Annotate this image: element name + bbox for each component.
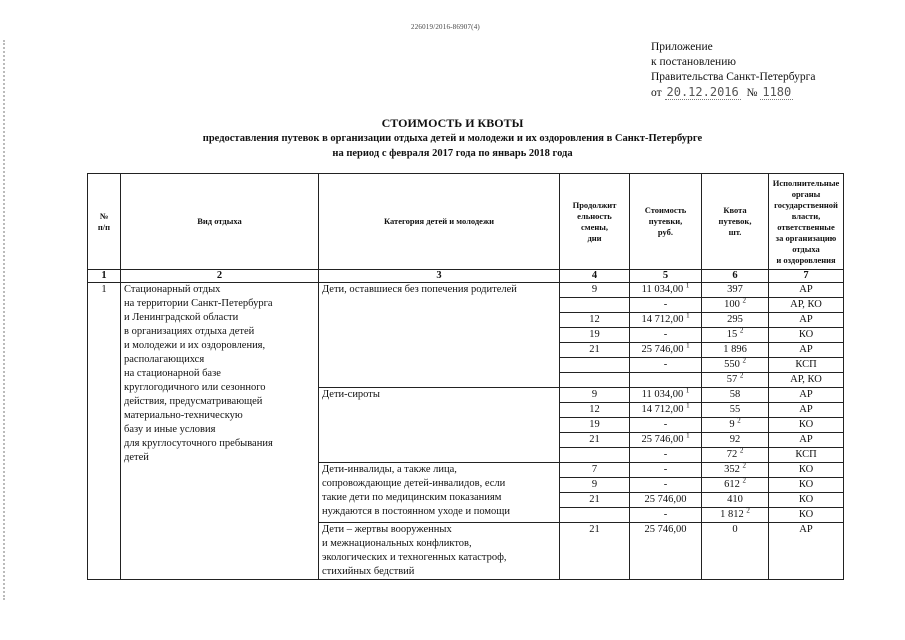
quota-cell bbox=[702, 313, 769, 328]
header-cost: Стоимость путевки, руб. bbox=[630, 174, 702, 270]
cost-value: 11 034,00 bbox=[641, 284, 684, 295]
body-cell: АР bbox=[769, 388, 844, 403]
quota-value: 15 bbox=[726, 329, 738, 340]
body-cell: КО bbox=[769, 328, 844, 343]
appendix-line-2: к постановлению bbox=[651, 56, 736, 68]
quota-value: 92 bbox=[729, 434, 741, 445]
col-number: 3 bbox=[319, 270, 560, 283]
cost-value: 25 746,00 bbox=[644, 494, 687, 505]
document-subtitle-1: предоставления путевок в организации отдыха детей и молодежи и их оздоровления в Санкт-Петербурге bbox=[202, 133, 703, 144]
quota-footnote: 2 bbox=[739, 326, 744, 335]
quota-cell bbox=[702, 418, 769, 433]
cost-cell bbox=[630, 463, 702, 478]
appendix-line-1: Приложение bbox=[651, 41, 713, 53]
quota-cell bbox=[702, 388, 769, 403]
body-cell: АР, КО bbox=[769, 298, 844, 313]
cost-cell bbox=[630, 493, 702, 508]
cost-value: - bbox=[663, 449, 668, 460]
cost-value: - bbox=[663, 299, 668, 310]
cost-value: 25 746,00 bbox=[641, 434, 684, 445]
quota-cell bbox=[702, 478, 769, 493]
body-cell: АР, КО bbox=[769, 373, 844, 388]
quota-value: 55 bbox=[729, 404, 741, 415]
cost-value: - bbox=[663, 419, 668, 430]
quota-cell bbox=[702, 298, 769, 313]
cost-value: - bbox=[663, 479, 668, 490]
quota-footnote: 2 bbox=[742, 356, 746, 365]
body-cell: КСП bbox=[769, 448, 844, 463]
cost-value: 25 746,00 bbox=[641, 344, 684, 355]
quota-cell bbox=[702, 463, 769, 478]
from-label: от bbox=[651, 87, 662, 99]
quota-footnote: 2 bbox=[742, 461, 746, 470]
body-cell: АР bbox=[769, 313, 844, 328]
quota-value: 352 bbox=[724, 464, 740, 475]
appendix-block bbox=[651, 40, 816, 101]
quota-value: 295 bbox=[727, 314, 743, 325]
duration-cell: 12 bbox=[560, 403, 630, 418]
cost-cell bbox=[630, 328, 702, 343]
row-number: 1 bbox=[88, 283, 121, 580]
cost-footnote: 1 bbox=[686, 311, 690, 320]
quota-value: 612 bbox=[724, 479, 740, 490]
table-row bbox=[88, 283, 844, 298]
quota-cell bbox=[702, 403, 769, 418]
body-cell: АР bbox=[769, 283, 844, 298]
body-cell: КО bbox=[769, 478, 844, 493]
cost-cell bbox=[630, 508, 702, 523]
cost-value: - bbox=[663, 329, 668, 340]
body-cell: АР bbox=[769, 343, 844, 358]
quota-footnote: 2 bbox=[746, 506, 750, 515]
col-number: 4 bbox=[560, 270, 630, 283]
header-quota: Квота путевок, шт. bbox=[702, 174, 769, 270]
quota-cell bbox=[702, 448, 769, 463]
cost-footnote: 1 bbox=[685, 281, 690, 290]
document-number: 226019/2016-86907(4) bbox=[411, 23, 480, 31]
quota-value: 72 bbox=[726, 449, 738, 460]
quota-cell bbox=[702, 343, 769, 358]
cost-cell bbox=[630, 298, 702, 313]
duration-cell: 12 bbox=[560, 313, 630, 328]
duration-cell: 9 bbox=[560, 478, 630, 493]
duration-cell: 21 bbox=[560, 433, 630, 448]
duration-cell bbox=[560, 508, 630, 523]
table-header-row bbox=[88, 174, 844, 270]
cost-cell bbox=[630, 373, 702, 388]
quota-value: 58 bbox=[729, 389, 741, 400]
cost-value: 11 034,00 bbox=[641, 389, 684, 400]
quota-value: 1 812 bbox=[720, 509, 744, 520]
body-cell: КО bbox=[769, 463, 844, 478]
duration-cell: 9 bbox=[560, 388, 630, 403]
cost-cell bbox=[630, 358, 702, 373]
quota-value: 0 bbox=[732, 524, 738, 535]
category-cell: Дети-инвалиды, а также лица, сопровождающие детей-инвалидов, если такие дети по медицинским показаниям нуждаются в постоянном уходе и помощи bbox=[319, 463, 560, 523]
duration-cell: 21 bbox=[560, 343, 630, 358]
col-number: 5 bbox=[630, 270, 702, 283]
cost-value: 14 712,00 bbox=[641, 314, 684, 325]
col-number: 7 bbox=[769, 270, 844, 283]
cost-value: - bbox=[663, 464, 668, 475]
cost-value: 25 746,00 bbox=[644, 524, 687, 535]
kind-of-rest: Стационарный отдых на территории Санкт-Петербурга и Ленинградской области в организациях отдыха детей и молодежи и их оздоровления, располагающихся на стационарной базе круглогодичного или сезонного действия, предусматривающей материально-техническую базу и иные условия для круглосуточного пребывания детей bbox=[121, 283, 319, 580]
body-cell: КСП bbox=[769, 358, 844, 373]
cost-cell bbox=[630, 433, 702, 448]
appendix-date-line bbox=[651, 85, 816, 101]
cost-cell bbox=[630, 448, 702, 463]
header-bodies: Исполнительные органы государственной власти, ответственные за организацию отдыха и оздоровления bbox=[769, 174, 844, 270]
body-cell: АР bbox=[769, 403, 844, 418]
quota-cell bbox=[702, 358, 769, 373]
cost-value: - bbox=[663, 359, 668, 370]
quota-footnote: 2 bbox=[739, 371, 744, 380]
table-body bbox=[88, 283, 844, 580]
quota-cell bbox=[702, 328, 769, 343]
duration-cell bbox=[560, 448, 630, 463]
cost-cell bbox=[630, 283, 702, 298]
quota-value: 397 bbox=[727, 284, 743, 295]
quota-cell bbox=[702, 433, 769, 448]
body-cell: АР bbox=[769, 433, 844, 448]
cost-quota-table bbox=[87, 173, 844, 580]
body-cell: КО bbox=[769, 418, 844, 433]
quota-cell bbox=[702, 373, 769, 388]
category-cell: Дети, оставшиеся без попечения родителей bbox=[319, 283, 560, 388]
header-num: № п/п bbox=[88, 174, 121, 270]
cost-footnote: 1 bbox=[685, 386, 690, 395]
quota-value: 9 bbox=[729, 419, 735, 430]
cost-cell bbox=[630, 403, 702, 418]
appendix-line-3: Правительства Санкт-Петербурга bbox=[651, 71, 816, 83]
column-number-row bbox=[88, 270, 844, 283]
header-kind: Вид отдыха bbox=[121, 174, 319, 270]
number-label: № bbox=[746, 87, 758, 99]
quota-value: 1 896 bbox=[723, 344, 747, 355]
duration-cell: 7 bbox=[560, 463, 630, 478]
cost-value: 14 712,00 bbox=[641, 404, 684, 415]
quota-footnote: 2 bbox=[742, 476, 746, 485]
col-number: 2 bbox=[121, 270, 319, 283]
category-cell: Дети-сироты bbox=[319, 388, 560, 463]
body-cell: АР bbox=[769, 523, 844, 580]
header-category: Категория детей и молодежи bbox=[319, 174, 560, 270]
resolution-date: 20.12.2016 bbox=[666, 85, 739, 99]
quota-cell bbox=[702, 493, 769, 508]
quota-value: 100 bbox=[724, 299, 740, 310]
col-number: 1 bbox=[88, 270, 121, 283]
body-cell: КО bbox=[769, 508, 844, 523]
quota-value: 410 bbox=[727, 494, 743, 505]
col-number: 6 bbox=[702, 270, 769, 283]
duration-cell bbox=[560, 373, 630, 388]
header-duration: Продолжит ельность смены, дни bbox=[560, 174, 630, 270]
cost-cell bbox=[630, 313, 702, 328]
cost-cell bbox=[630, 523, 702, 580]
cost-cell bbox=[630, 418, 702, 433]
quota-value: 550 bbox=[724, 359, 740, 370]
duration-cell: 19 bbox=[560, 328, 630, 343]
quota-footnote: 2 bbox=[737, 416, 741, 425]
cost-cell bbox=[630, 478, 702, 493]
quota-cell bbox=[702, 508, 769, 523]
cost-value: - bbox=[663, 509, 668, 520]
body-cell: КО bbox=[769, 493, 844, 508]
quota-value: 57 bbox=[726, 374, 738, 385]
cost-cell bbox=[630, 343, 702, 358]
category-cell: Дети – жертвы вооруженных и межнациональных конфликтов, экологических и техногенных катастроф, стихийных бедствий bbox=[319, 523, 560, 580]
duration-cell bbox=[560, 298, 630, 313]
quota-cell bbox=[702, 523, 769, 580]
cost-footnote: 1 bbox=[686, 401, 690, 410]
quota-cell bbox=[702, 283, 769, 298]
quota-footnote: 2 bbox=[739, 446, 744, 455]
duration-cell: 21 bbox=[560, 523, 630, 580]
document-title: СТОИМОСТЬ И КВОТЫ bbox=[381, 116, 524, 130]
document-subtitle-2: на период с февраля 2017 года по январь 2018 года bbox=[332, 148, 573, 159]
duration-cell: 21 bbox=[560, 493, 630, 508]
cost-footnote: 1 bbox=[686, 431, 690, 440]
resolution-number: 1180 bbox=[762, 85, 792, 99]
duration-cell: 9 bbox=[560, 283, 630, 298]
duration-cell bbox=[560, 358, 630, 373]
quota-footnote: 2 bbox=[742, 296, 746, 305]
cost-cell bbox=[630, 388, 702, 403]
cost-footnote: 1 bbox=[686, 341, 690, 350]
duration-cell: 19 bbox=[560, 418, 630, 433]
